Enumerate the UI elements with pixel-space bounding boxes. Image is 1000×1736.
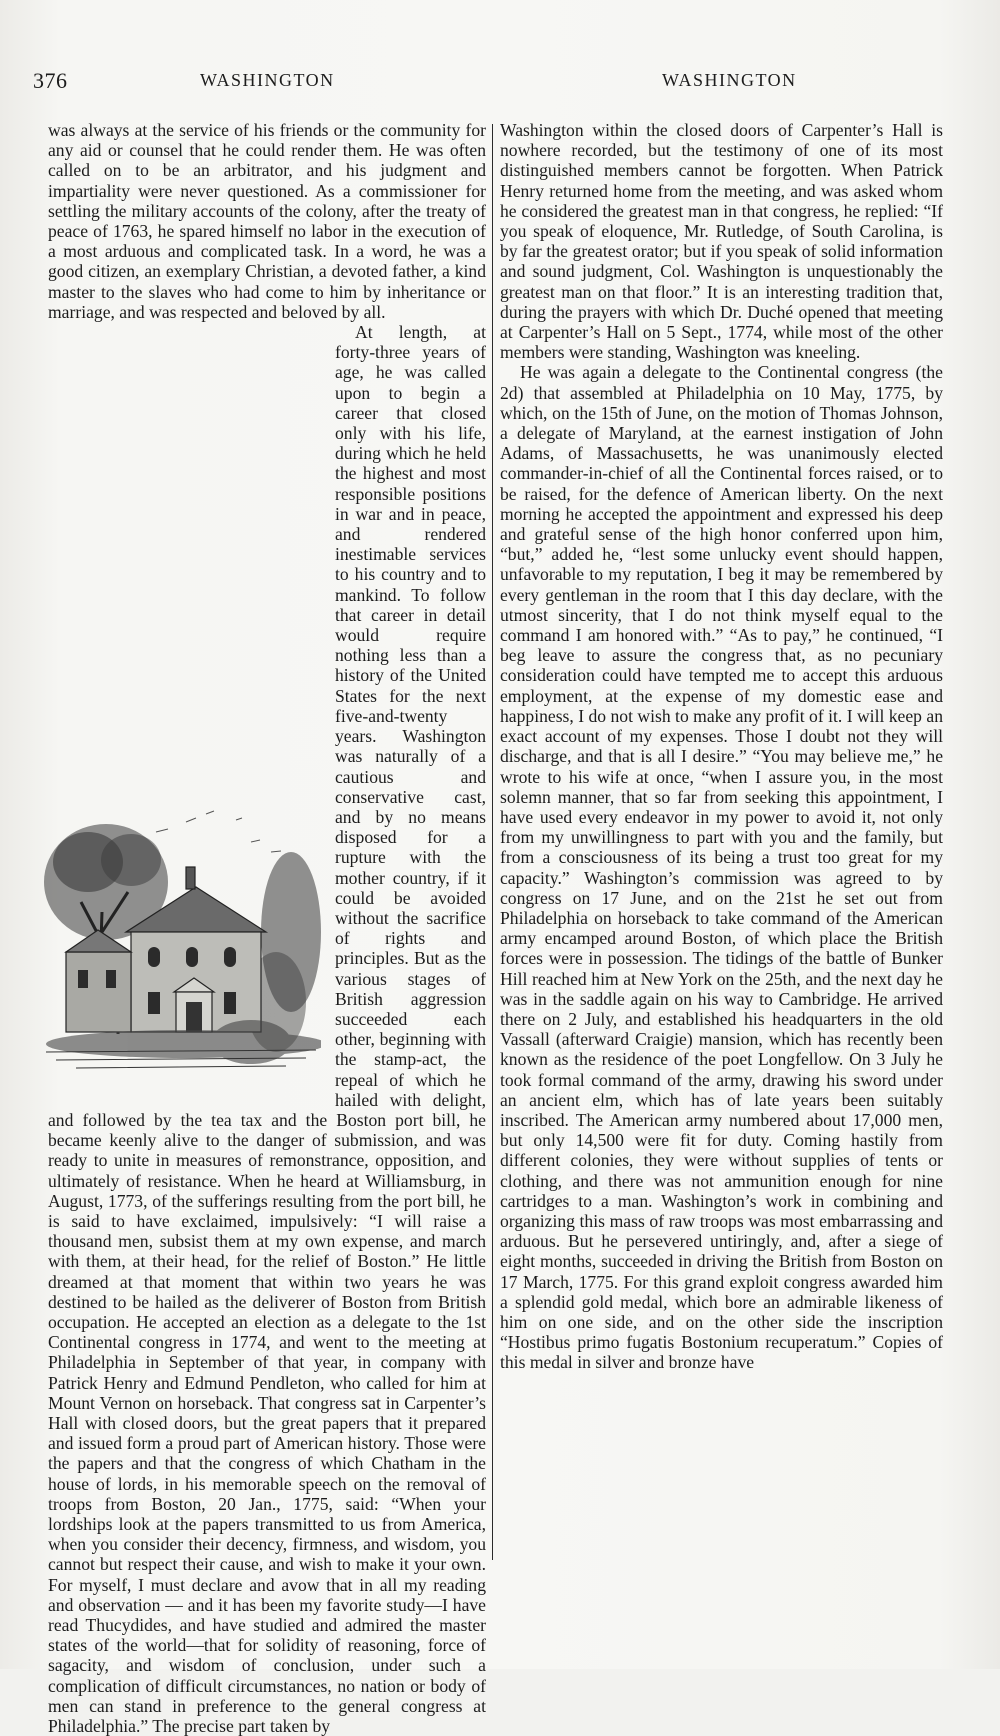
left-paragraph-2: At length, at forty-three years of age, he was called upon to begin a career that closed only with his life, during which he held the highest and most responsible positions in war and in peace, and rendered inestimable services to his country and to mankind. To follow that career in detail would require nothing less than a history of the United States for the next five-and-twenty years. Washington was naturally of a cautious and conservative cast, and by no means disposed for a rupture with the mother country, if it could be avoided without the sacrifice of rights and principles. But as the various stages of British aggression succeeded each other, beginning with the stamp-act, the repeal of which he hailed with delight, and followed by the tea tax and the Boston port bill, he became keenly alive to the danger of submission, and was ready to unite in measures of remonstrance, opposition, and ultimately of resistance. When he heard at Williamsburg, in August, 1773, of the sufferings resulting from the port bill, he is said to have exclaimed, impulsively: “I will raise a thousand men, subsist them at my own expense, and march with them, at their head, for the relief of Boston.” He little dreamed at that moment that within two years he was destined to be hailed as the deliverer of Boston from British occupation. He accepted an election as a delegate to the 1st Continental congress in 1774, and went to the meeting at Philadelphia in September of that year, in company with Patrick Henry and Edmund Pendleton, who called for him at Mount Vernon on horseback. That congress sat in Carpenter’s Hall with closed doors, but the great papers that it prepared and issued form a proud part of American history. Those were the papers and that the congress of which Chatham in the house of lords, in his memorable speech on the removal of troops from Boston, 20 Jan., 1775, said: “When your lordships look at the papers transmitted to us from America, when you consider their decency, firmness, and wisdom, you cannot but respect their cause, and wish to make it your own. For myself, I must declare and avow that in all my reading and observation — and it has been my favorite study—I have read Thucydides, and have studied and admired the master states of the world—that for solidity of reasoning, force of sagacity, and wisdom of conclusion, under such a complication of difficult circumstances, no nation or body of men can stand in preference to the general congress at Philadelphia.” The precise part taken by [48, 322, 486, 1736]
right-paragraph-1: Washington within the closed doors of Carpenter’s Hall is nowhere recorded, but the testimony of one of its most distinguished members cannot be forgotten. When Patrick Henry returned home from the meeting, and was asked whom he considered the greatest man in that congress, he replied: “If you speak of eloquence, Mr. Rutledge, of South Carolina, is by far the greatest orator; but if you speak of solid information and sound judgment, Col. Washington is unquestionably the greatest man on that floor.” It is an interesting tradition that, during the prayers with which Dr. Duché opened that meeting at Carpenter’s Hall on 5 Sept., 1774, while most of the other members were standing, Washington was kneeling. [500, 120, 943, 363]
column-divider [492, 124, 493, 1560]
page-number: 376 [33, 68, 68, 93]
left-column [48, 120, 486, 1736]
running-title-right: WASHINGTON [662, 70, 797, 90]
building-engraving [36, 792, 321, 1106]
right-paragraph-2: He was again a delegate to the Continental congress (the 2d) that assembled at Philadelphia on 10 May, 1775, by which, on the 15th of June, on the motion of Thomas Johnson, a delegate of Maryland, at the earnest instigation of John Adams, of Massachusetts, he was unanimously elected commander-in-chief of all the Continental forces raised, or to be raised, for the defence of American liberty. On the next morning he accepted the appointment and expressed his deep and grateful sense of the high honor conferred upon him, “but,” added he, “lest some unlucky event should happen, unfavorable to my reputation, I beg it may be remembered by every gentleman in the room that I this day declare, with the utmost sincerity, that I do not think myself equal to the command I am honored with.” “As to pay,” he continued, “I beg leave to assure the congress that, as no pecuniary consideration could have tempted me to accept this arduous employment, at the expense of my domestic ease and happiness, I do not wish to make any profit of it. I will keep an exact account of my expenses. Those I doubt not they will discharge, and that is all I desire.” “You may believe me,” he wrote to his wife at once, “when I assure you, in the most solemn manner, that so far from seeking this appointment, I have used every endeavor in my power to avoid it, not only from my unwillingness to part with you and the family, but from a consciousness of its being a trust too great for my capacity.” Washington’s commission was agreed to by congress on 17 June, and on the 21st he set out from Philadelphia on horseback to take command of the American army encamped around Boston, of which place the British forces were in possession. The tidings of the battle of Bunker Hill reached him at New York on the 25th, and the next day he was in the saddle again on his way to Cambridge. He arrived there on 2 July, and established his headquarters in the old Vassall (afterward Craigie) mansion, which has recently been known as the residence of the poet Longfellow. On 3 July he took formal command of the army, drawing his sword under an ancient elm, which has of late years been suitably inscribed. The American army numbered about 17,000 men, but only 14,500 were fit for duty. Coming hastily from different colonies, they were without supplies of tents or clothing, and there was not ammunition enough for nine cartridges to a man. Washington’s work in combining and organizing this mass of raw troops was most embarrassing and arduous. But he persevered untiringly, and, after a siege of eight months, succeeded in driving the British from Boston on 17 March, 1775. For this grand exploit congress awarded him a splendid gold medal, which bore an admirable likeness of him on one side, and on the other side the inscription “Hostibus primo fugatis Bostonium recuperatum.” Copies of this medal in silver and bronze have [500, 362, 943, 1373]
carpenters-hall-icon [36, 792, 321, 1092]
running-title-left: WASHINGTON [200, 70, 335, 90]
left-paragraph-2-block [48, 322, 486, 1736]
page-header [0, 68, 1000, 98]
left-paragraph-1: was always at the service of his friends or the community for any aid or counsel that he could render them. He was often called on to be an arbitrator, and his judgment and impartiality were never questioned. As a commissioner for settling the military accounts of the colony, after the treaty of peace of 1763, he spared himself no labor in the execution of a most arduous and complicated task. In a word, he was a good citizen, an exemplary Christian, a devoted father, a kind master to the slaves who had come to him by inheritance or marriage, and was respected and beloved by all. [48, 120, 486, 322]
right-column [500, 120, 943, 1373]
